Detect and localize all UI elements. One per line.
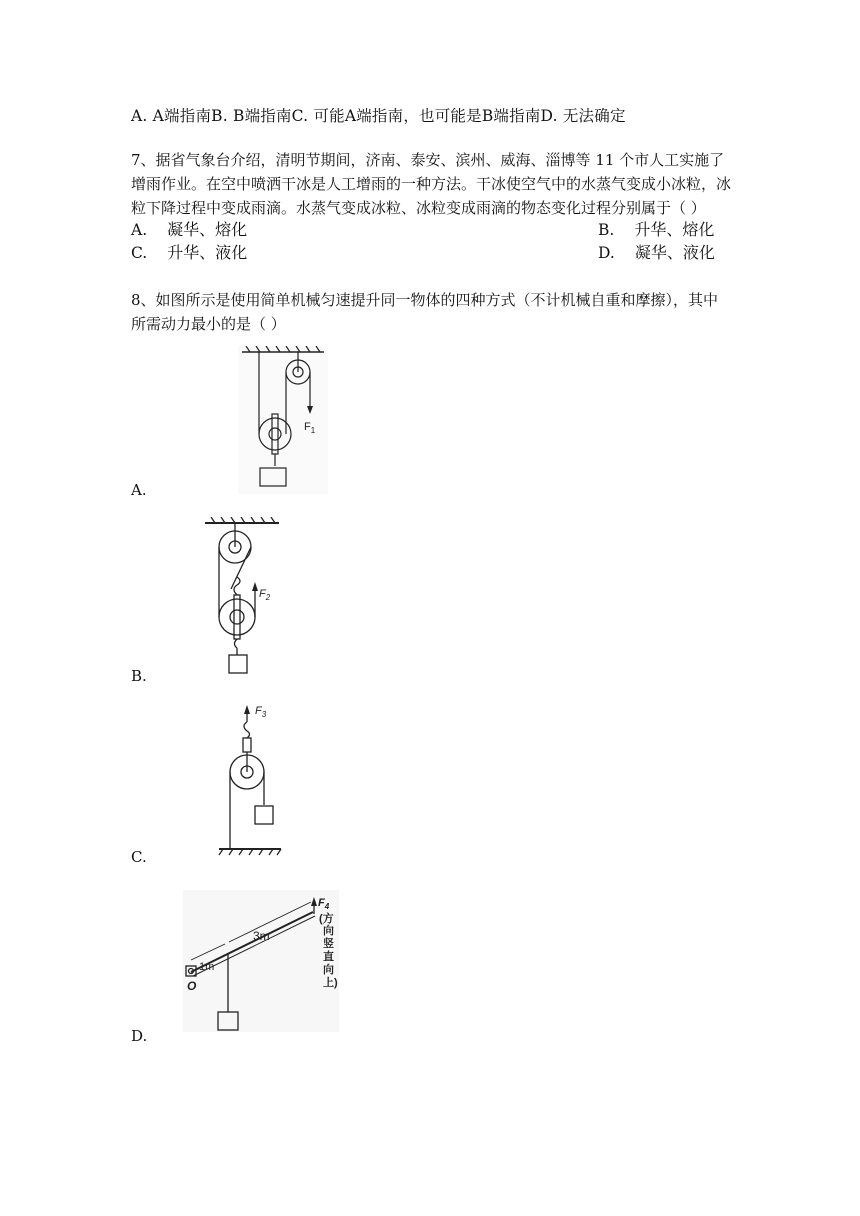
option-letter: C. xyxy=(131,244,148,262)
option-letter: D. xyxy=(598,244,615,262)
long-arm-label: 3m xyxy=(253,929,270,943)
svg-text:上): 上) xyxy=(323,977,338,989)
option-text: 凝华、熔化 xyxy=(167,220,248,239)
pulley-figure-c xyxy=(215,700,285,858)
q8-option-b: B. xyxy=(131,667,147,685)
force-label-f3: $F_3$ xyxy=(255,705,267,719)
force-label-f2: $F_2$ xyxy=(259,588,271,602)
option-text: 升华、熔化 xyxy=(634,220,715,239)
q7-stem-line: 粒下降过程中变成雨滴。水蒸气变成冰粒、冰粒变成雨滴的物态变化过程分别属于（ ） xyxy=(131,199,706,217)
force-label-f1: $F_1$ xyxy=(304,421,316,435)
svg-text:向: 向 xyxy=(323,925,334,937)
q8-option-a: A. xyxy=(131,481,147,499)
pivot-label-o: O xyxy=(187,979,197,993)
option-text: 凝华、液化 xyxy=(634,243,715,262)
q7-option-b xyxy=(598,218,714,242)
q7-option-d xyxy=(598,241,715,265)
q8-option-d: D. xyxy=(131,1027,148,1045)
svg-text:直: 直 xyxy=(323,951,334,963)
q7-stem-line: 增雨作业。在空中喷洒干冰是人工增雨的一种方法。干冰使空气中的水蒸气变成小冰粒，冰 xyxy=(131,175,732,193)
svg-text:向: 向 xyxy=(323,964,334,976)
svg-text:(方: (方 xyxy=(319,913,334,925)
option-letter: B. xyxy=(598,221,615,239)
pulley-figure-b xyxy=(203,517,281,679)
q8-stem-line: 8、如图所示是使用简单机械匀速提升同一物体的四种方式（不计机械自重和摩擦），其中 xyxy=(131,291,719,309)
q7-option-c xyxy=(131,241,247,265)
svg-text:竖: 竖 xyxy=(323,938,334,950)
q6-options-line: A. A端指南B. B端指南C. 可能A端指南，也可能是B端指南D. 无法确定 xyxy=(131,107,626,125)
short-arm-label: 1m xyxy=(199,961,215,973)
q7-option-a xyxy=(131,218,247,242)
q8-option-c: C. xyxy=(131,848,147,866)
q8-stem-line: 所需动力最小的是（ ） xyxy=(131,315,286,333)
option-letter: A. xyxy=(131,221,148,239)
q7-stem-line: 7、据省气象台介绍，清明节期间，济南、泰安、滨州、威海、淄博等 11 个市人工实施了 xyxy=(131,151,725,169)
lever-figure-d xyxy=(183,890,339,1032)
option-text: 升华、液化 xyxy=(167,243,248,262)
pulley-figure-a xyxy=(238,346,328,494)
force-label-f4: $F_4$ xyxy=(318,897,330,911)
